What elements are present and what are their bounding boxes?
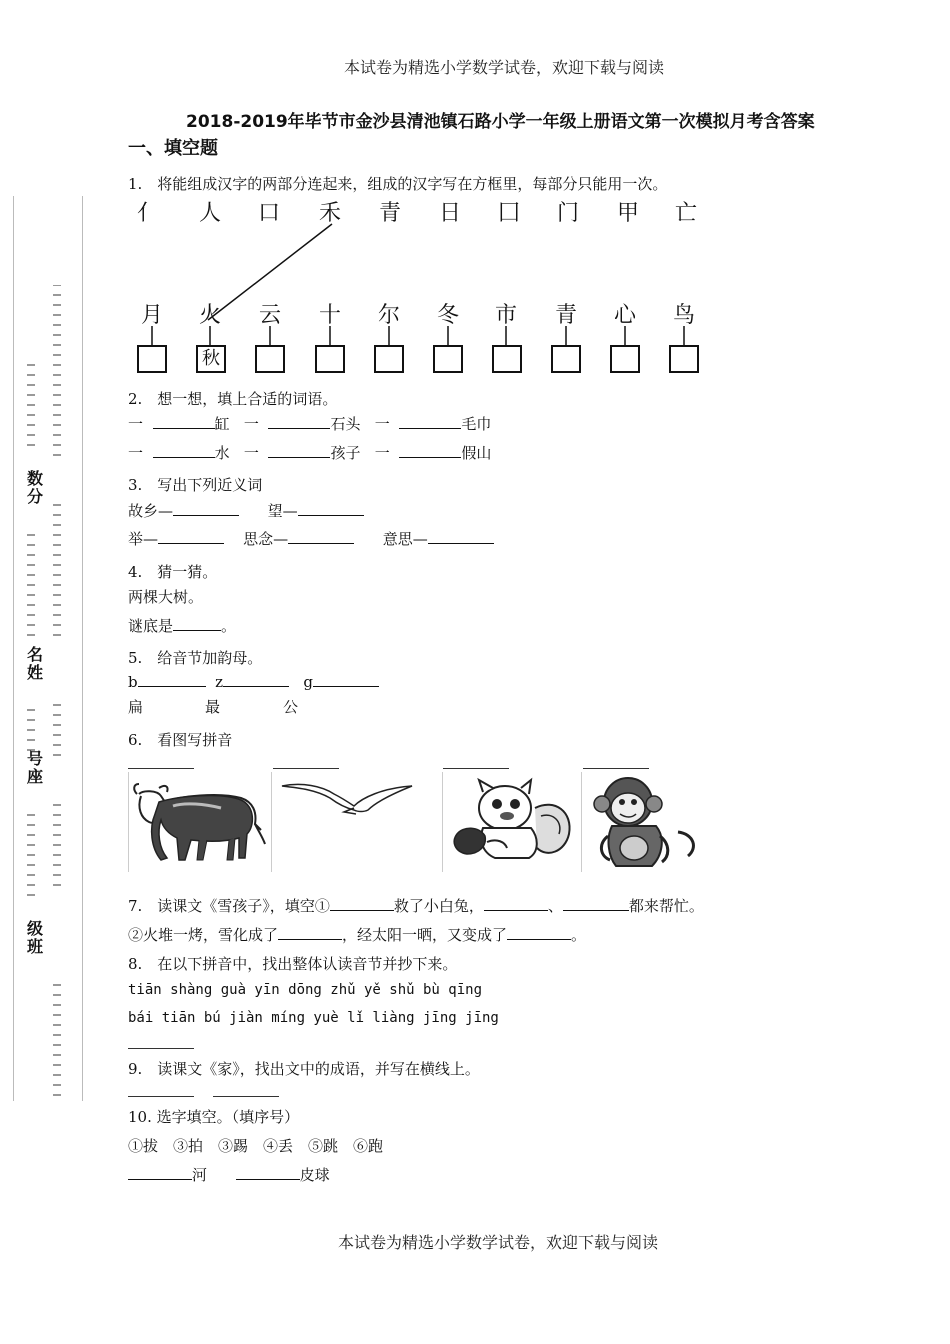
q5-prompt: 5. 给音节加韵母。 [128, 649, 263, 667]
answer-box-4[interactable] [315, 345, 345, 373]
q3-line-2: 举— 思念— 意思— [128, 528, 494, 549]
squirrel-icon [443, 772, 581, 872]
q7-line-2: ②火堆一烤，雪化成了 ，经太阳一晒，又变成了 。 [128, 926, 587, 944]
q3-prompt: 3. 写出下列近义词 [128, 476, 263, 494]
q4-riddle: 两棵大树。 [128, 588, 204, 606]
ox-picture [128, 772, 271, 872]
q3-line-1: 故乡— 望— [128, 500, 364, 521]
q8-pinyin-line-2: bái tiān bú jiàn míng yuè lǐ liàng jīng jīng [128, 1010, 499, 1026]
top-char-10[interactable]: 亡 [674, 201, 697, 226]
bottom-char-8[interactable]: 青 [554, 303, 577, 328]
margin-line-outer [13, 196, 14, 1101]
answer-box-1[interactable] [137, 345, 167, 373]
top-char-2[interactable]: 人 [198, 201, 221, 226]
q5-blank-1[interactable] [138, 672, 206, 687]
answer-box-10[interactable] [669, 345, 699, 373]
q7-blank-3[interactable] [563, 896, 629, 911]
q6-answer-line-4[interactable] [583, 768, 649, 769]
q5-char-2: 最 [205, 698, 221, 716]
side-label-score: 数 分 [26, 469, 43, 506]
q7-line-1: 7. 读课文《雪孩子》，填空① 救了小白兔， 、 都来帮忙。 [128, 897, 704, 915]
dash-ticks-svg [25, 285, 65, 1107]
q7-blank-2[interactable] [484, 896, 548, 911]
squirrel-picture [442, 772, 581, 872]
q8-prompt: 8. 在以下拼音中，找出整体认读音节并抄下来。 [128, 955, 458, 973]
q3-blank-1[interactable] [173, 501, 239, 516]
q9-prompt: 9. 读课文《家》，找出文中的成语，并写在横线上。 [128, 1060, 480, 1078]
top-char-8[interactable]: 门 [556, 201, 579, 226]
top-char-3[interactable]: 口 [257, 201, 280, 226]
q2-blank-2[interactable] [268, 414, 330, 429]
answer-boxes [128, 345, 728, 379]
q6-answer-line-2[interactable] [273, 768, 339, 769]
q5-char-3: 公 [283, 698, 299, 716]
q2-line-1: 一 缸 一 石头 一 毛巾 [128, 415, 492, 433]
side-label-seat: 号 座 [26, 749, 43, 786]
q3-blank-5[interactable] [428, 529, 494, 544]
q2-blank-6[interactable] [399, 443, 461, 458]
q5-chars: 扁 [128, 698, 144, 716]
margin-line-inner [82, 196, 83, 1101]
q5-blank-2[interactable] [223, 672, 289, 687]
q4-prompt: 4. 猜一猜。 [128, 563, 218, 581]
bottom-char-9[interactable]: 心 [613, 303, 636, 328]
q9-answer-line-1[interactable] [128, 1096, 194, 1097]
ox-icon [129, 772, 271, 872]
q10-options: ①拔 ③拍 ③踢 ④丢 ⑤跳 ⑥跑 [128, 1137, 384, 1155]
q5-letters: b z g [128, 672, 379, 691]
binding-dashes [25, 285, 65, 1107]
top-char-1[interactable]: 亻 [136, 201, 159, 226]
q4-blank[interactable] [173, 616, 221, 631]
q2-blank-3[interactable] [399, 414, 461, 429]
bottom-char-2[interactable]: 火 [198, 303, 221, 328]
q7-blank-1[interactable] [330, 896, 394, 911]
q9-answer-line-2[interactable] [213, 1096, 279, 1097]
monkey-picture [581, 772, 708, 872]
q7-blank-4[interactable] [278, 925, 342, 940]
bottom-char-4[interactable]: 十 [318, 303, 341, 328]
bottom-char-3[interactable]: 云 [258, 303, 281, 328]
page-title: 2018-2019年毕节市金沙县清池镇石路小学一年级上册语文第一次模拟月考含答案 [186, 112, 815, 132]
top-char-4[interactable]: 禾 [318, 201, 341, 226]
q10-blank-2[interactable] [236, 1165, 300, 1180]
bottom-char-5[interactable]: 尔 [377, 303, 400, 328]
q5-blank-3[interactable] [313, 672, 379, 687]
q3-blank-3[interactable] [158, 529, 224, 544]
q3-blank-2[interactable] [298, 501, 364, 516]
side-label-class: 级 班 [26, 919, 43, 956]
answer-box-2[interactable]: 秋 [196, 345, 226, 373]
answer-box-5[interactable] [374, 345, 404, 373]
bottom-char-1[interactable]: 月 [140, 303, 163, 328]
q8-pinyin-line-1: tiān shàng guà yīn dōng zhǔ yě shǔ bù qīng [128, 982, 483, 998]
q6-answer-line-1[interactable] [128, 768, 194, 769]
side-label-name: 名 姓 [26, 645, 43, 682]
bird-picture [271, 772, 442, 872]
q6-answer-line-3[interactable] [443, 768, 509, 769]
monkey-icon [582, 772, 708, 872]
q10-blank-1[interactable] [128, 1165, 192, 1180]
answer-box-9[interactable] [610, 345, 640, 373]
q10-prompt: 10. 选字填空。（填序号） [128, 1108, 300, 1126]
answer-box-8[interactable] [551, 345, 581, 373]
q10-blanks: 河 皮球 [128, 1164, 330, 1185]
q3-blank-4[interactable] [288, 529, 354, 544]
q2-blank-5[interactable] [268, 443, 330, 458]
q2-blank-1[interactable] [153, 414, 215, 429]
q7-blank-5[interactable] [507, 925, 571, 940]
page-footer: 本试卷为精选小学数学试卷，欢迎下载与阅读 [338, 1233, 659, 1252]
page-header: 本试卷为精选小学数学试卷，欢迎下载与阅读 [344, 58, 665, 77]
q1-prompt: 1. 将能组成汉字的两部分连起来，组成的汉字写在方框里，每部分只能用一次。 [128, 175, 668, 193]
bottom-char-7[interactable]: 市 [494, 303, 517, 328]
top-char-9[interactable]: 甲 [616, 201, 639, 226]
q2-blank-4[interactable] [153, 443, 215, 458]
q2-line-2: 一 水 一 孩子 一 假山 [128, 444, 492, 462]
top-char-5[interactable]: 青 [378, 201, 401, 226]
bottom-char-10[interactable]: 鸟 [672, 303, 695, 328]
top-char-6[interactable]: 日 [438, 201, 461, 226]
q6-prompt: 6. 看图写拼音 [128, 731, 233, 749]
q4-answer-line: 谜底是 。 [128, 617, 237, 635]
answer-box-7[interactable] [492, 345, 522, 373]
q8-answer-line[interactable] [128, 1048, 194, 1049]
q2-prompt: 2. 想一想，填上合适的词语。 [128, 390, 338, 408]
bird-icon [272, 772, 442, 832]
bottom-char-6[interactable]: 冬 [436, 303, 459, 328]
section-heading: 一、填空题 [128, 138, 218, 159]
answer-box-3[interactable] [255, 345, 285, 373]
top-char-7[interactable]: 囗 [497, 201, 520, 226]
answer-box-6[interactable] [433, 345, 463, 373]
